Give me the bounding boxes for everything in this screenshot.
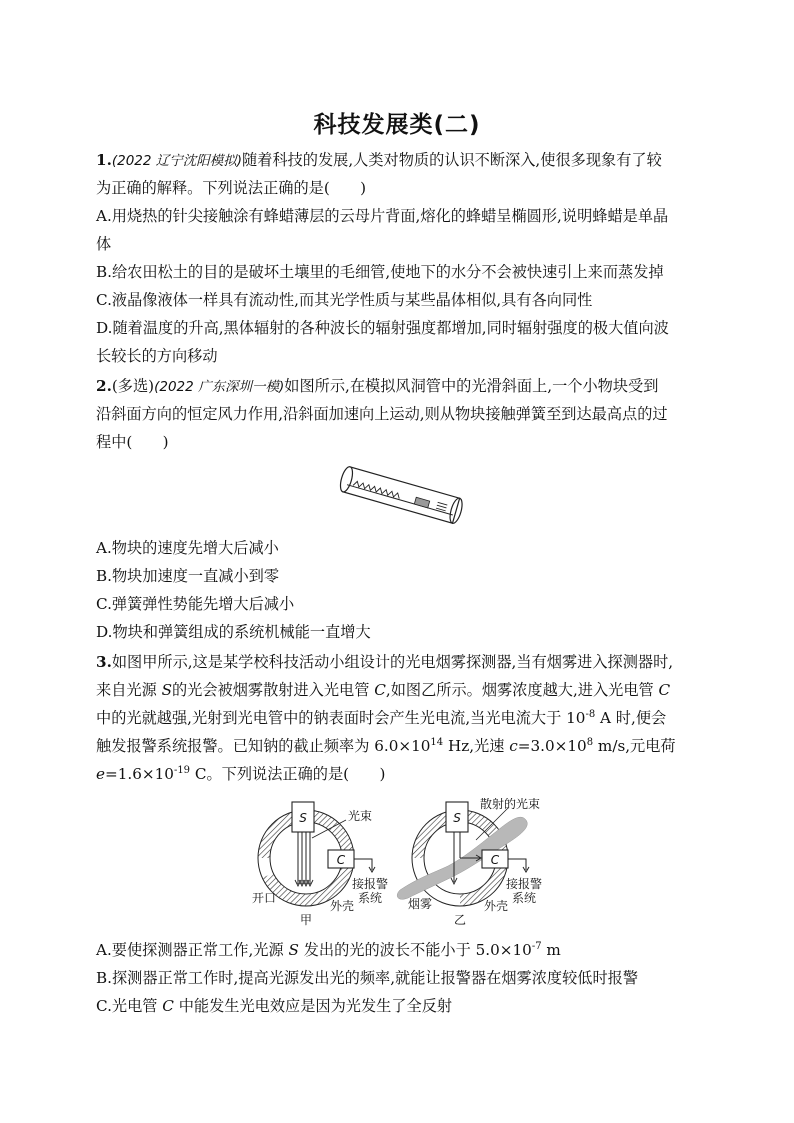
q3-opt-c-text: 中能发生光电效应是因为光发生了全反射	[173, 997, 453, 1015]
q3-exponent: -19	[173, 764, 191, 776]
q3-var-c-lower: c	[509, 737, 518, 755]
q2-option-c: C.弹簧弹性势能先增大后减小	[96, 595, 295, 613]
q1-number: 1.	[96, 151, 112, 169]
q1-stem-text-1: 随着科技的发展,人类对物质的认识不断深入,使很多现象有了较	[242, 151, 662, 169]
label-beam: 光束	[348, 809, 373, 823]
label-alarm-1: 接报警	[352, 877, 389, 891]
q2-stem-line-3: 程中( )	[96, 433, 169, 451]
label-scatter: 散射的光束	[480, 798, 541, 811]
q2-number: 2.	[96, 377, 112, 395]
q3-stem-line-3	[96, 708, 706, 728]
q3-opt-a-text: A.要使探测器正常工作,光源	[96, 941, 289, 959]
label-jia: 甲	[299, 913, 313, 927]
q3-var-s: S	[161, 681, 172, 699]
q1-source: (2022 辽宁沈阳模拟)	[111, 153, 243, 169]
q3-option-b: B.探测器正常工作时,提高光源发出光的频率,就能让报警器在烟雾浓度较低时报警	[96, 969, 639, 987]
q2-stem-line-2: 沿斜面方向的恒定风力作用,沿斜面加速向上运动,则从物块接触弹簧至到达最高点的过	[96, 405, 668, 423]
q3-exponent: 8	[586, 736, 594, 748]
q1-option-b: B.给农田松土的目的是破坏土壤里的毛细管,使地下的水分不会被快速引上来而蒸发掉	[96, 263, 664, 281]
label-smoke: 烟雾	[408, 897, 433, 911]
q2-multi-tag: (多选)	[111, 377, 155, 395]
q2-option-d: D.物块和弹簧组成的系统机械能一直增大	[96, 623, 371, 641]
q1-stem-line-1	[96, 150, 706, 171]
label-s-yi: S	[453, 811, 461, 825]
q3-opt-a-text: 发出的光的波长不能小于 5.0×10	[298, 941, 532, 959]
label-alarm-1-yi: 接报警	[506, 877, 543, 891]
q3-stem-line-4	[96, 736, 706, 756]
q3-var-e: e	[96, 765, 105, 783]
label-shell-yi: 外壳	[484, 899, 509, 913]
q3-stem-text-1: 如图甲所示,这是某学校科技活动小组设计的光电烟雾探测器,当有烟雾进入探测器时,	[111, 653, 674, 671]
q1-option-a-line-2: 体	[96, 235, 112, 253]
q3-text: ,如图乙所示。烟雾浓度越大,进入光电管	[385, 681, 659, 699]
label-c: C	[336, 853, 346, 867]
label-shell: 外壳	[330, 899, 355, 913]
q3-stem-line-5	[96, 764, 706, 784]
q3-text: 的光会被烟雾散射进入光电管	[171, 681, 375, 699]
q2-option-a: A.物块的速度先增大后减小	[96, 539, 279, 557]
figure-yi	[397, 798, 542, 927]
q3-var-c: C	[658, 681, 671, 699]
q1-option-c: C.液晶像液体一样具有流动性,而其光学性质与某些晶体相似,具有各向同性	[96, 291, 593, 309]
q3-number: 3.	[96, 653, 112, 671]
q3-stem-line-2	[96, 680, 706, 700]
q1-option-a-line-1: A.用烧热的针尖接触涂有蜂蜡薄层的云母片背面,熔化的蜂蜡呈椭圆形,说明蜂蜡是单晶	[96, 207, 669, 225]
q3-text: =1.6×10	[105, 765, 174, 783]
wind-tunnel-figure	[338, 462, 464, 530]
q1-stem-line-2: 为正确的解释。下列说法正确的是( )	[96, 179, 367, 197]
figure-jia	[252, 802, 388, 927]
label-opening: 开口	[252, 891, 277, 905]
q3-text: 触发报警系统报警。已知钠的截止频率为 6.0×10	[96, 737, 431, 755]
q3-opt-a-var: S	[288, 941, 299, 959]
q3-text: 中的光就越强,光射到光电管中的钠表面时会产生光电流,当光电流大于 10	[96, 709, 586, 727]
q2-stem-text-1: 如图所示,在模拟风洞管中的光滑斜面上,一个小物块受到	[284, 377, 659, 395]
q3-opt-a-exponent: -7	[531, 940, 542, 952]
q3-var-c: C	[374, 681, 386, 699]
label-c-yi: C	[490, 853, 500, 867]
q2-option-b: B.物块加速度一直减小到零	[96, 567, 280, 585]
q3-option-a	[96, 940, 706, 960]
q3-text: C。下列说法正确的是( )	[190, 765, 386, 783]
q3-exponent: -8	[585, 708, 596, 720]
q3-text: =3.0×10	[517, 737, 587, 755]
label-yi: 乙	[453, 913, 467, 927]
q3-opt-a-text: m	[541, 941, 561, 959]
q3-text: A 时,便会	[595, 709, 667, 727]
smoke-detector-figures	[248, 798, 568, 930]
label-alarm-2: 系统	[358, 891, 383, 905]
q1-option-d-line-1: D.随着温度的升高,黑体辐射的各种波长的辐射强度都增加,同时辐射强度的极大值向波	[96, 319, 669, 337]
q3-text: m/s,元电荷	[593, 737, 676, 755]
q1-option-d-line-2: 长较长的方向移动	[96, 347, 218, 365]
q3-text: Hz,光速	[443, 737, 510, 755]
q3-stem-line-1	[96, 652, 706, 672]
q3-opt-c-var: C	[162, 997, 174, 1015]
q3-exponent: 14	[430, 736, 444, 748]
page-title: 科技发展类(二)	[313, 112, 481, 138]
q2-stem-line-1	[96, 376, 706, 397]
q3-option-c	[96, 996, 706, 1016]
q2-source: (2022 广东深圳一模)	[154, 379, 285, 395]
label-s: S	[299, 811, 307, 825]
label-alarm-2-yi: 系统	[512, 891, 537, 905]
q3-opt-c-text: C.光电管	[96, 997, 163, 1015]
q3-text: 来自光源	[96, 681, 162, 699]
